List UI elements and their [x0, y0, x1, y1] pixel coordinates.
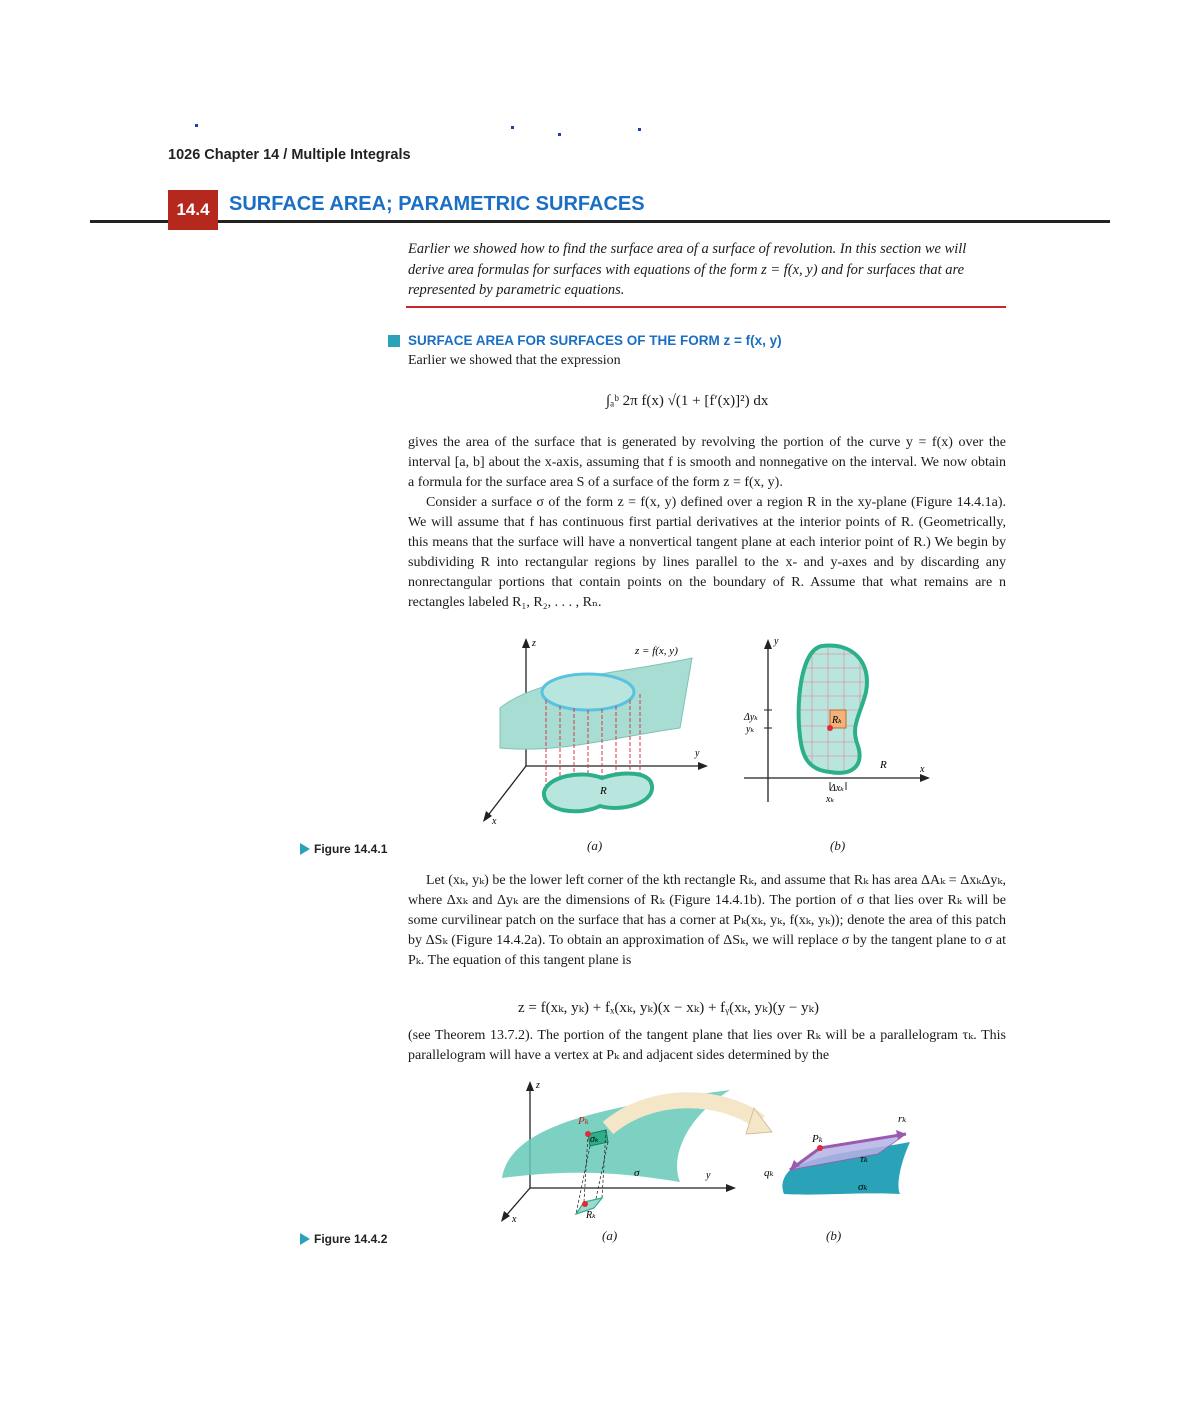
integral-equation: ∫ₐᵇ 2π f(x) √(1 + [f′(x)]²) dx: [606, 393, 769, 409]
triangle-pointer-icon: [300, 843, 310, 855]
sigma-label: σ: [634, 1167, 640, 1179]
delta-x-label: Δxₖ: [830, 783, 844, 794]
section-title: SURFACE AREA; PARAMETRIC SURFACES: [229, 193, 645, 215]
rk-label: Rₖ: [832, 715, 842, 726]
x-axis-label: x: [512, 1214, 517, 1225]
surface-patch: [542, 674, 634, 710]
y-axis-label: y: [706, 1170, 711, 1181]
y-arrow-icon: [698, 762, 708, 770]
x-axis: [486, 766, 526, 818]
surface-label: z = f(x, y): [635, 645, 678, 657]
y-arrow-icon: [764, 639, 772, 649]
paragraph-2: [408, 433, 1006, 493]
scan-dot: [638, 128, 641, 131]
figure-1-caption-a: (a): [587, 838, 603, 853]
z-arrow-icon: [526, 1081, 534, 1091]
z-arrow-icon: [522, 638, 530, 648]
figure-1-caption-b: (b): [830, 838, 846, 853]
z-axis-label: z: [536, 1080, 540, 1091]
rk-label: rₖ: [898, 1113, 907, 1125]
figure-1-label: [300, 842, 387, 856]
point-pk: [817, 1145, 823, 1151]
para-4-text: Let (xₖ, yₖ) be the lower left corner of the kth rectangle Rₖ, and assume that Rₖ has area ΔAₖ = ΔxₖΔyₖ, where Δxₖ and Δyₖ are the dimensions of Rₖ (Figure 14.4.1b). The portion of σ that lies over Rₖ will be some curvilinear patch on the surface that has a corner at Pₖ(xₖ, yₖ, f(xₖ, yₖ)); denote the area of this patch by ΔSₖ (Figure 14.4.2a). To obtain an approximation of ΔSₖ, we will replace σ by the tangent plane to σ at Pₖ. The equation of this tangent plane is: [408, 873, 1006, 968]
paragraph-3: [408, 493, 1006, 613]
pk-label: Pₖ: [578, 1115, 589, 1127]
para-lead-text: Earlier we showed that the expression: [408, 353, 621, 368]
para-5-text: (see Theorem 13.7.2). The portion of the tangent plane that lies over Rₖ will be a parallelogram τₖ. This parallelogram will have a vertex at Pₖ and adjacent sides determined by the: [408, 1028, 1006, 1063]
subsection-title: SURFACE AREA FOR SURFACES OF THE FORM z = f(x, y): [408, 333, 782, 348]
xk-label: xₖ: [826, 794, 835, 805]
scan-dot: [558, 133, 561, 136]
z-axis-label: z: [532, 638, 536, 649]
paragraph-4: [408, 871, 1006, 971]
scan-dot: [195, 124, 198, 127]
square-bullet-icon: [388, 335, 400, 347]
y-arrow-icon: [726, 1184, 736, 1192]
x-arrow-icon: [920, 774, 930, 782]
rk-label: Rₖ: [586, 1210, 596, 1221]
triangle-pointer-icon: [300, 1233, 310, 1245]
figure-2-label: [300, 1232, 387, 1246]
para-3-text: Consider a surface σ of the form z = f(x, y) defined over a region R in the xy-plane (Figure 14.4.1a). We will assume that f has continuous first partial derivatives at the interior points of R. (Geometrically, this means that the surface will have a nonvertical tangent plane at each interior point of R.) We begin by subdividing R into rectangular regions by lines parallel to the x- and y-axes and by discarding any nonrectangular portions that contain points on the boundary of R. Assume that what remains are n rectangles labeled R₁, R₂, . . . , Rₙ.: [408, 495, 1006, 610]
intro-rule: [406, 306, 1006, 308]
section-rule: [90, 220, 1110, 223]
figure-1-b: [730, 636, 940, 811]
corner-point: [582, 1201, 588, 1207]
figure-2-caption-a: (a): [602, 1228, 618, 1243]
figure-2-a: [480, 1078, 780, 1228]
paragraph-5: [408, 1026, 1006, 1066]
region-label: R: [600, 785, 607, 797]
region-r-fill: [799, 645, 867, 772]
x-axis: [504, 1188, 530, 1218]
section-intro: Earlier we showed how to find the surface area of a surface of revolution. In this section we will derive area formulas for surfaces with equations of the form z = f(x, y) and for surfaces that are represented by parametric equations.: [408, 241, 967, 298]
tau-k-label: τₖ: [860, 1153, 868, 1165]
running-head: 1026 Chapter 14 / Multiple Integrals: [168, 147, 411, 163]
figure-2-b: [760, 1108, 920, 1200]
section-number: 14.4: [168, 190, 218, 230]
sigma-k-label: σₖ: [590, 1134, 599, 1145]
scan-dot: [511, 126, 514, 129]
y-axis-label: y: [695, 748, 700, 759]
yk-label: yₖ: [746, 724, 755, 735]
x-axis-label: x: [920, 764, 925, 775]
subsection-heading: [388, 333, 782, 348]
figure-1-label-text: Figure 14.4.1: [314, 842, 388, 856]
para-2-text: gives the area of the surface that is generated by revolving the portion of the curve y = f(x) over the interval [a, b] about the x-axis, assuming that f is smooth and nonnegative on the interval. We now obtain a formula for the surface area S of a surface of the form z = f(x, y).: [408, 435, 1006, 490]
tangent-plane-equation: z = f(xₖ, yₖ) + fₓ(xₖ, yₖ)(x − xₖ) + fᵧ(xₖ, yₖ)(y − yₖ): [518, 1000, 819, 1016]
delta-y-label: Δyₖ: [744, 712, 758, 723]
paragraph-lead: [408, 351, 1006, 371]
pk-label: Pₖ: [812, 1133, 823, 1145]
figure-2-caption-b: (b): [826, 1228, 842, 1243]
figure-2-label-text: Figure 14.4.2: [314, 1232, 388, 1246]
y-axis-label: y: [774, 636, 779, 647]
figure-1-a: [470, 636, 710, 836]
x-axis-label: x: [492, 816, 497, 827]
sigma-k-label: σₖ: [858, 1181, 868, 1193]
qk-label: qₖ: [764, 1167, 774, 1179]
region-r-shape: [544, 774, 652, 812]
region-label: R: [880, 759, 887, 771]
